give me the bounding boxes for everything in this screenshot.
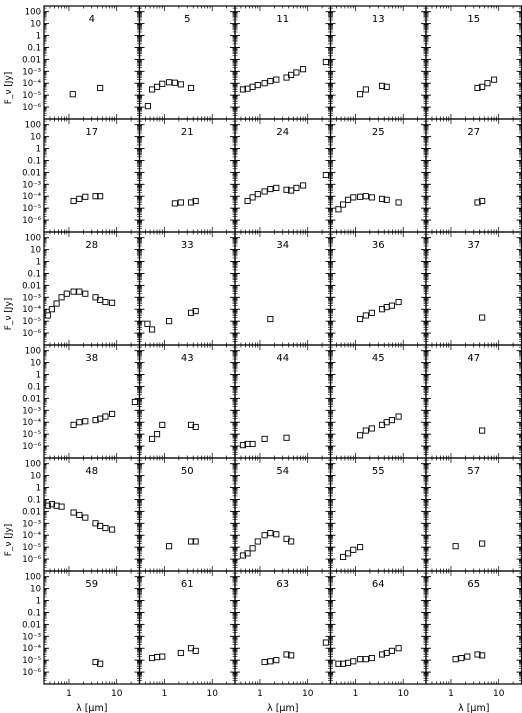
data-point <box>262 436 267 441</box>
data-point <box>71 198 76 203</box>
panel-4 <box>44 6 140 119</box>
panel-27 <box>426 119 522 232</box>
panel-34 <box>235 232 331 345</box>
panel-id-label: 47 <box>467 353 481 364</box>
data-point <box>77 512 82 517</box>
data-point <box>83 291 88 296</box>
panel-5 <box>140 6 236 119</box>
data-point <box>132 399 137 404</box>
panel-id-label: 45 <box>371 353 385 364</box>
data-point <box>363 87 368 92</box>
panel-48 <box>44 458 140 571</box>
data-point <box>323 59 328 64</box>
data-point <box>300 67 305 72</box>
data-point <box>154 84 159 89</box>
data-point <box>357 194 362 199</box>
panel-id-label: 15 <box>467 14 481 25</box>
data-point <box>268 79 273 84</box>
panel-33 <box>140 232 236 345</box>
panel-id-label: 36 <box>371 240 385 251</box>
panel-17 <box>44 119 140 232</box>
data-point <box>369 195 374 200</box>
data-point <box>71 422 76 427</box>
panel-21 <box>140 119 236 232</box>
data-point <box>70 92 75 97</box>
panel-id-label: 38 <box>85 353 99 364</box>
data-point <box>250 84 255 89</box>
data-point <box>149 87 154 92</box>
data-point <box>250 441 255 446</box>
data-point <box>77 196 82 201</box>
data-point <box>274 532 279 537</box>
data-point <box>396 414 401 419</box>
data-point <box>284 435 289 440</box>
data-point <box>323 172 328 177</box>
data-point <box>166 544 171 549</box>
panel-id-label: 4 <box>88 14 95 25</box>
data-point <box>351 195 356 200</box>
panel-24 <box>235 119 331 232</box>
data-point <box>363 428 368 433</box>
panel-id-label: 11 <box>276 14 290 25</box>
data-point <box>59 504 64 509</box>
data-point <box>389 418 394 423</box>
data-point <box>71 289 76 294</box>
data-point <box>274 77 279 82</box>
data-point <box>172 201 177 206</box>
data-point <box>178 82 183 87</box>
panel-id-label: 27 <box>467 127 481 138</box>
data-point <box>396 200 401 205</box>
data-point <box>166 319 171 324</box>
data-point <box>145 321 150 326</box>
panel-id-label: 28 <box>85 240 99 251</box>
panel-id-label: 44 <box>276 353 290 364</box>
data-point <box>83 194 88 199</box>
data-point <box>357 316 362 321</box>
data-point <box>109 300 114 305</box>
panel-15 <box>426 6 522 119</box>
panel-id-label: 17 <box>85 127 99 138</box>
panel-id-label: 37 <box>467 240 481 251</box>
data-point <box>178 200 183 205</box>
data-point <box>49 307 54 312</box>
data-point <box>59 295 64 300</box>
data-point <box>369 310 374 315</box>
data-point <box>160 422 165 427</box>
data-point <box>255 82 260 87</box>
data-point <box>64 291 69 296</box>
panels-layer <box>44 6 522 684</box>
data-point <box>357 92 362 97</box>
panel-13 <box>331 6 427 119</box>
data-point <box>345 197 350 202</box>
data-point <box>149 436 154 441</box>
data-point <box>262 81 267 86</box>
data-point <box>54 301 59 306</box>
data-point <box>300 183 305 188</box>
panel-id-label: 5 <box>184 14 191 25</box>
panel-id-label: 43 <box>180 353 194 364</box>
data-point <box>389 303 394 308</box>
data-point <box>268 531 273 536</box>
panel-45 <box>331 345 427 458</box>
data-point <box>274 185 279 190</box>
data-point <box>149 327 154 332</box>
data-point <box>357 433 362 438</box>
data-point <box>396 299 401 304</box>
data-point <box>154 432 159 437</box>
data-point <box>262 533 267 538</box>
data-point <box>103 414 108 419</box>
data-point <box>250 195 255 200</box>
panel-37 <box>426 232 522 345</box>
panel-id-label: 24 <box>276 127 290 138</box>
data-point <box>294 70 299 75</box>
panel-id-label: 13 <box>371 14 385 25</box>
data-point <box>363 194 368 199</box>
data-point <box>98 85 103 90</box>
data-point <box>369 426 374 431</box>
data-point <box>480 428 485 433</box>
data-point <box>109 411 114 416</box>
panel-id-label: 34 <box>276 240 290 251</box>
panel-id-label: 48 <box>85 466 99 477</box>
data-point <box>491 77 496 82</box>
data-point <box>103 299 108 304</box>
panel-50 <box>140 458 236 571</box>
panel-id-label: 33 <box>180 240 194 251</box>
data-point <box>255 539 260 544</box>
panel-id-label: 50 <box>180 466 194 477</box>
panel-43 <box>140 345 236 458</box>
data-point <box>77 289 82 294</box>
panel-36 <box>331 232 427 345</box>
data-point <box>480 315 485 320</box>
panel-id-label: 25 <box>371 127 385 138</box>
data-point <box>262 189 267 194</box>
data-point <box>160 81 165 86</box>
panel-38 <box>44 345 140 458</box>
data-point <box>268 186 273 191</box>
data-point <box>145 104 150 109</box>
data-point <box>77 420 82 425</box>
panel-54 <box>235 458 331 571</box>
panel-47 <box>426 345 522 458</box>
data-point <box>250 546 255 551</box>
data-point <box>83 419 88 424</box>
panel-id-label: 21 <box>180 127 194 138</box>
panel-55 <box>331 458 427 571</box>
data-point <box>245 198 250 203</box>
panel-25 <box>331 119 427 232</box>
data-point <box>172 80 177 85</box>
panel-44 <box>235 345 331 458</box>
panel-11 <box>235 6 331 119</box>
data-point <box>109 527 114 532</box>
data-point <box>294 185 299 190</box>
data-point <box>71 510 76 515</box>
panel-id-label: 54 <box>276 466 290 477</box>
data-point <box>83 515 88 520</box>
data-point <box>363 313 368 318</box>
data-point <box>188 85 193 90</box>
panel-28 <box>44 232 140 345</box>
data-point <box>485 81 490 86</box>
data-point <box>103 525 108 530</box>
data-point <box>268 316 273 321</box>
data-point <box>166 80 171 85</box>
data-point <box>255 192 260 197</box>
